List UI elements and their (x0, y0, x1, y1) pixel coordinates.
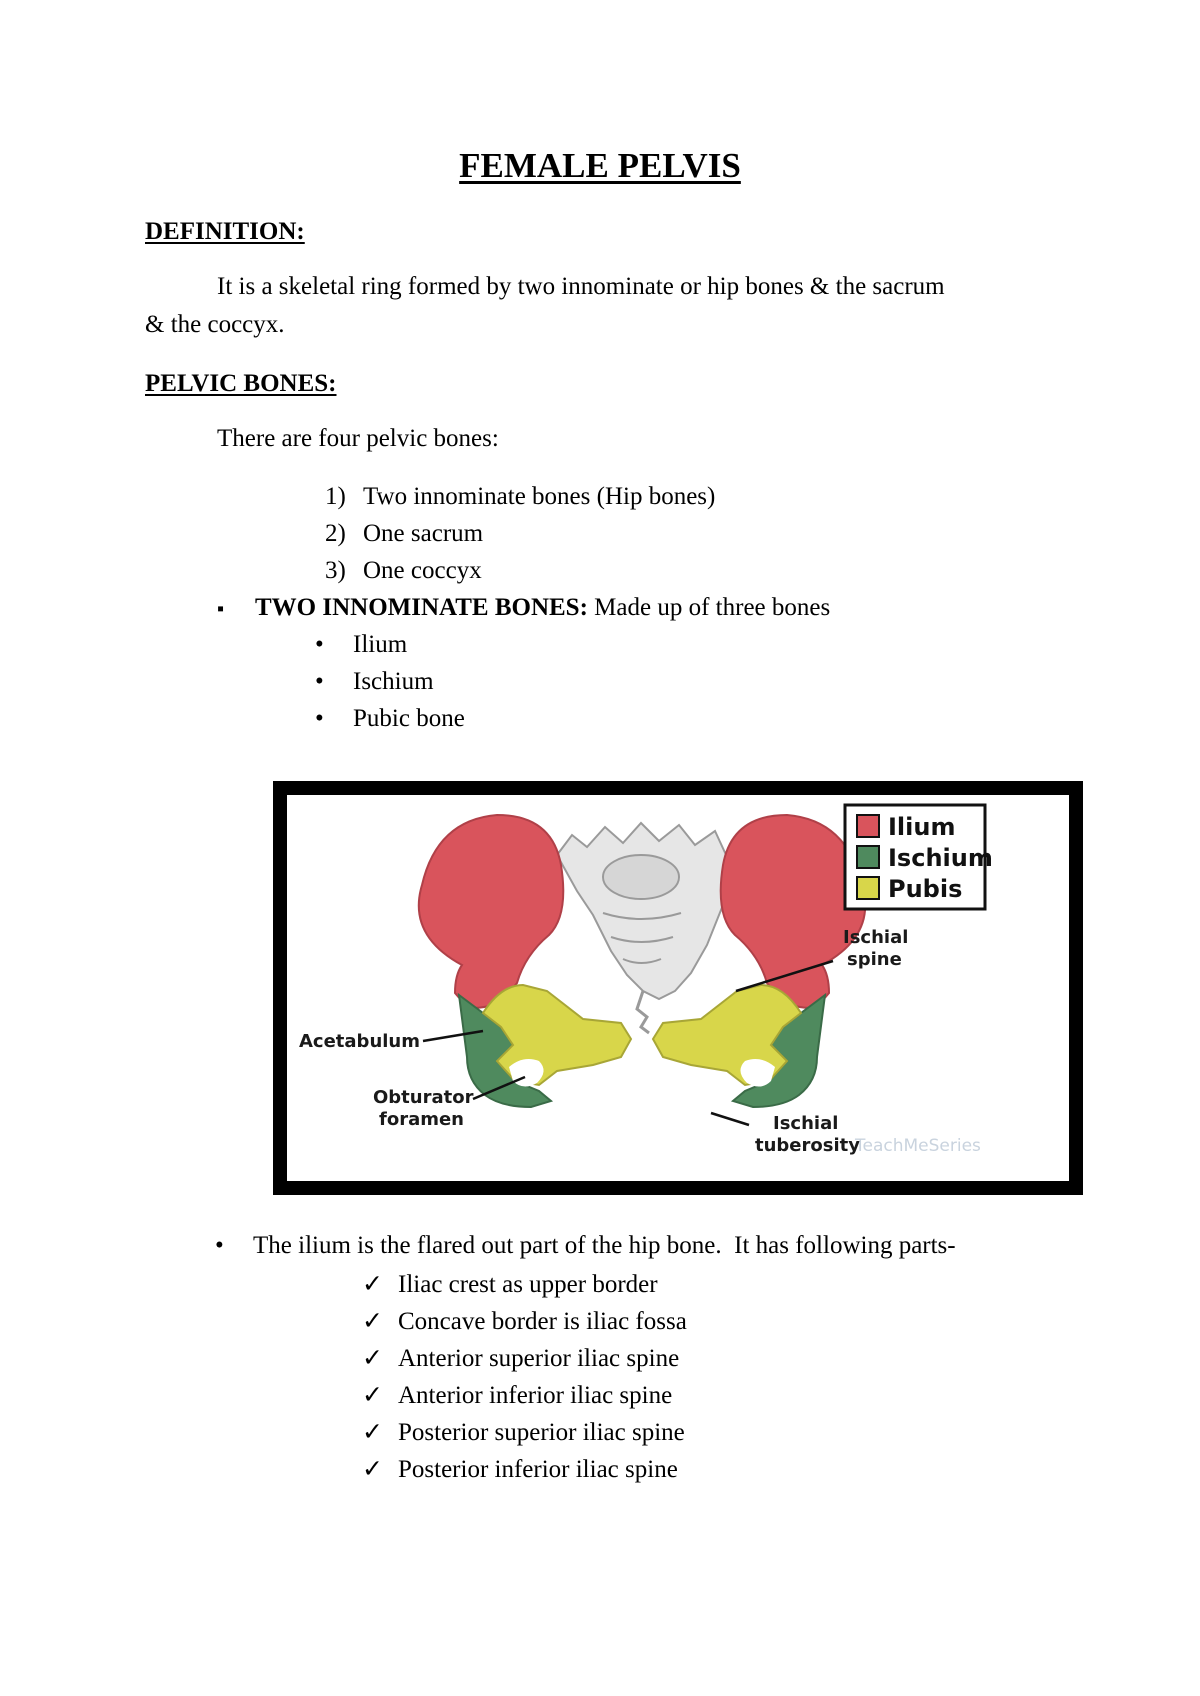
definition-line-1: It is a skeletal ring formed by two innominate or hip bones & the sacrum (217, 273, 945, 300)
list-item-text: Ilium (353, 631, 408, 658)
list-item (325, 483, 715, 511)
innominate-item (217, 594, 830, 622)
list-item-text: Iliac crest as upper border (398, 1271, 658, 1298)
list-item (325, 557, 482, 585)
list-marker: 2) (325, 520, 346, 547)
legend-swatch-ischium (857, 846, 879, 868)
list-item-text: Pubic bone (353, 705, 465, 732)
list-item-text: Anterior superior iliac spine (398, 1345, 680, 1372)
dot-bullet-icon: • (215, 1232, 224, 1259)
left-ilium-shape (419, 815, 564, 1008)
definition-heading: DEFINITION: (145, 218, 305, 245)
check-icon: ✓ (362, 1382, 383, 1409)
left-pubis-shape (483, 985, 631, 1085)
list-item-text: One sacrum (363, 520, 484, 547)
check-icon: ✓ (362, 1271, 383, 1298)
check-icon: ✓ (362, 1345, 383, 1372)
pelvic-bones-intro: There are four pelvic bones: (217, 425, 499, 452)
list-item-text: Ischium (353, 668, 434, 695)
list-item (315, 668, 434, 696)
dot-bullet-icon: • (315, 631, 324, 658)
list-item (315, 631, 407, 659)
label-tuberosity-line2: tuberosity (755, 1135, 860, 1156)
watermark: TeachMeSeries (855, 1136, 981, 1156)
pelvis-figure-canvas (287, 795, 1069, 1181)
list-item (325, 520, 483, 548)
page-title: FEMALE PELVIS (459, 146, 741, 185)
dot-bullet-icon: • (315, 668, 324, 695)
definition-line-2: & the coccyx. (145, 311, 285, 338)
pelvis-illustration (287, 795, 1069, 1181)
list-item-text: Concave border is iliac fossa (398, 1308, 687, 1335)
list-item (362, 1417, 685, 1447)
label-ischial-spine-line2: spine (847, 949, 902, 970)
legend-swatch-pubis (857, 877, 879, 899)
list-item (362, 1454, 678, 1484)
list-item (362, 1343, 679, 1373)
pelvic-bones-heading: PELVIC BONES: (145, 370, 337, 397)
list-item-text: Posterior inferior iliac spine (398, 1456, 678, 1483)
list-marker: 3) (325, 557, 346, 584)
check-icon: ✓ (362, 1308, 383, 1335)
list-item (362, 1380, 672, 1410)
ilium-intro-item (215, 1232, 956, 1260)
legend-label-ilium: Ilium (888, 813, 956, 841)
dot-bullet-icon: • (315, 705, 324, 732)
label-tuberosity-line1: Ischial (773, 1113, 839, 1134)
innominate-bold: TWO INNOMINATE BONES: (255, 594, 588, 621)
legend-label-pubis: Pubis (888, 875, 963, 903)
check-icon: ✓ (362, 1419, 383, 1446)
label-acetabulum: Acetabulum (299, 1031, 420, 1052)
legend (845, 805, 993, 909)
ischial-tuberosity-leader (711, 1113, 749, 1125)
legend-swatch-ilium (857, 815, 879, 837)
list-item-text: Two innominate bones (Hip bones) (363, 483, 716, 510)
ilium-intro-text: The ilium is the flared out part of the hip bone. It has following parts- (253, 1232, 956, 1259)
square-bullet-icon: ▪ (217, 598, 225, 620)
right-pubis-shape (653, 985, 801, 1085)
legend-label-ischium: Ischium (888, 844, 993, 872)
list-item-text: One coccyx (363, 557, 482, 584)
sacrum-shape (557, 823, 727, 1033)
list-item (362, 1269, 658, 1299)
list-marker: 1) (325, 483, 346, 510)
check-icon: ✓ (362, 1456, 383, 1483)
innominate-rest: Made up of three bones (587, 594, 831, 621)
list-item-text: Anterior inferior iliac spine (398, 1382, 673, 1409)
label-ischial-spine-line1: Ischial (843, 927, 909, 948)
list-item (362, 1306, 687, 1336)
list-item-text: Posterior superior iliac spine (398, 1419, 685, 1446)
pelvis-figure (273, 781, 1083, 1195)
label-obturator-line2: foramen (379, 1109, 464, 1130)
label-obturator-line1: Obturator (373, 1087, 474, 1108)
list-item (315, 705, 465, 733)
